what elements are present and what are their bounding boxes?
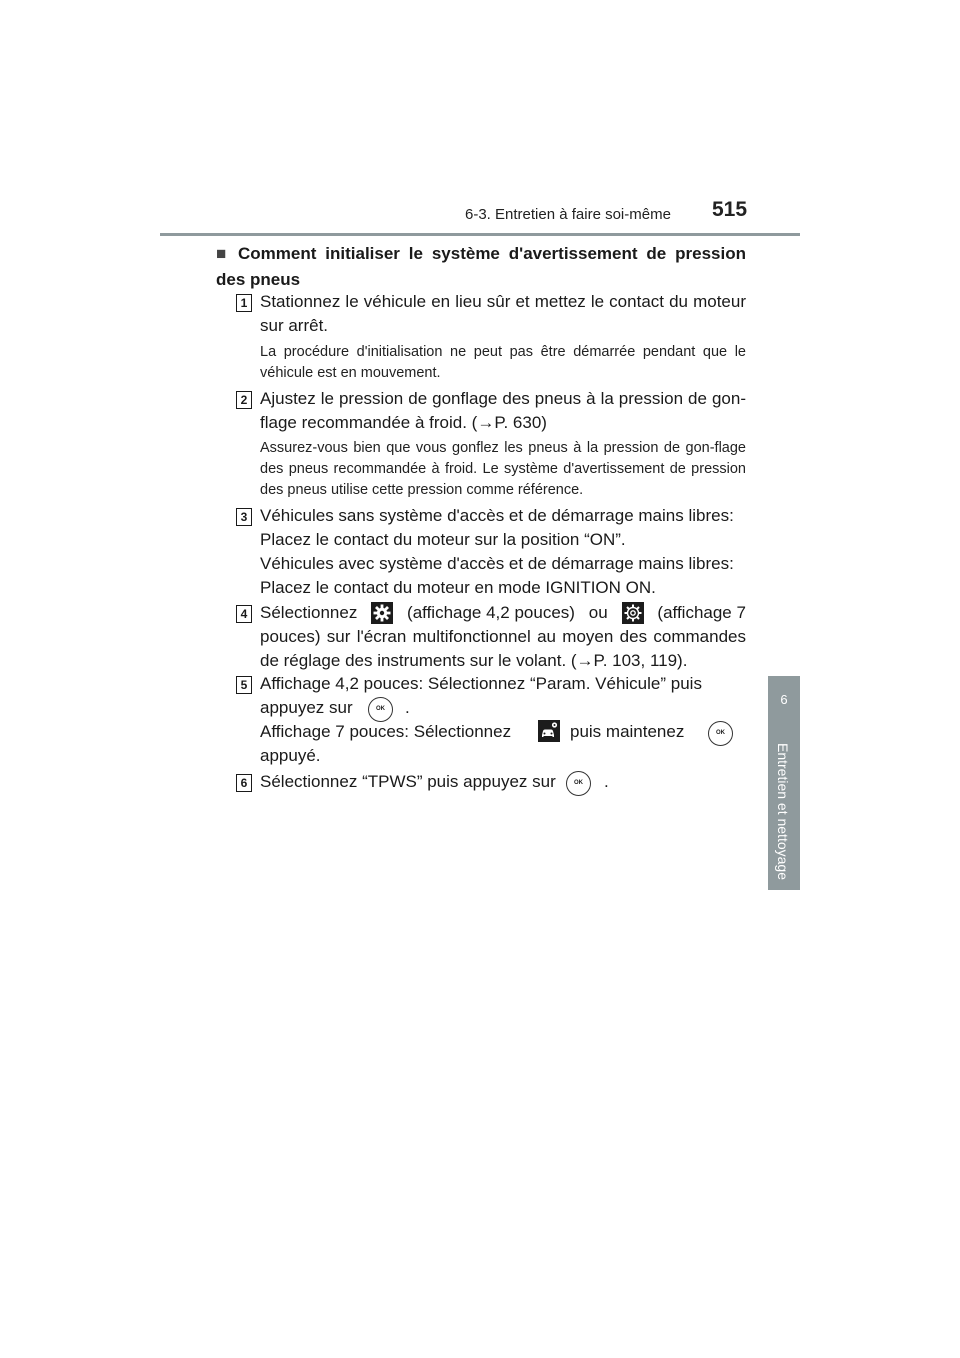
chapter-label: Entretien et nettoyage bbox=[775, 743, 791, 880]
section-title: 6-3. Entretien à faire soi-même bbox=[465, 206, 671, 223]
step-4-word-display-7: (affichage 7 bbox=[657, 603, 746, 622]
settings-outline-gear-icon bbox=[622, 602, 644, 624]
step-2-text: Ajustez le pression de gonflage des pneus à la pression de gon-flage recommandée à froid. (→P. 630) bbox=[260, 389, 746, 432]
step-2-note: Assurez-vous bien que vous gonflez les pneus à la pression de gon-flage des pneus recommandée à froid. Le système d'avertissement de pression des pneus utilise cette pression comme référence. bbox=[260, 440, 746, 498]
ok-button-icon: OK bbox=[368, 697, 393, 722]
step-5-line-2-period: . bbox=[405, 698, 410, 717]
heading-text: Comment initialiser le système d'avertissement de pression des pneus bbox=[216, 244, 746, 289]
step-4-word-or: ou bbox=[588, 603, 608, 622]
step-5-line-2: appuyez sur bbox=[260, 698, 353, 717]
step-5-line-3a: Affichage 7 pouces: Sélectionnez bbox=[260, 722, 512, 741]
step-5-line-4: appuyé. bbox=[260, 746, 321, 765]
step-6-period: . bbox=[604, 772, 609, 791]
ok-button-icon: OK bbox=[566, 771, 591, 796]
step-4-word-display-4-2: (affichage 4,2 pouces) bbox=[407, 603, 575, 622]
step-3-line-4: Placez le contact du moteur en mode IGNITION ON. bbox=[260, 578, 656, 597]
step-5-line-3b: puis maintenez bbox=[570, 722, 685, 741]
step-3-line-1: Véhicules sans système d'accès et de démarrage mains libres: bbox=[260, 506, 734, 525]
step-1-note: La procédure d'initialisation ne peut pas être démarrée pendant que le véhicule est en mouvement. bbox=[260, 344, 746, 381]
vehicle-settings-icon bbox=[538, 720, 560, 742]
step-5-line-1: Affichage 4,2 pouces: Sélectionnez “Param. Véhicule” puis bbox=[260, 674, 702, 693]
step-number-3: 3 bbox=[236, 508, 252, 526]
step-4-text-continued: pouces) sur l'écran multifonctionnel au moyen des commandes de réglage des instruments sur le volant. (→P. 103, 119). bbox=[260, 627, 746, 670]
ok-button-icon: OK bbox=[708, 721, 733, 746]
square-bullet-icon: ■ bbox=[216, 244, 227, 263]
step-number-4: 4 bbox=[236, 605, 252, 623]
header-divider bbox=[160, 233, 800, 236]
step-4-word-select: Sélectionnez bbox=[260, 603, 358, 622]
step-number-1: 1 bbox=[236, 294, 252, 312]
step-1-text: Stationnez le véhicule en lieu sûr et mettez le contact du moteur sur arrêt. bbox=[260, 292, 746, 335]
procedure-heading bbox=[216, 241, 746, 293]
settings-gear-icon bbox=[371, 602, 393, 624]
step-number-6: 6 bbox=[236, 774, 252, 792]
step-4-line-1 bbox=[260, 601, 746, 625]
page-number: 515 bbox=[712, 198, 748, 221]
chapter-number: 6 bbox=[780, 692, 788, 707]
step-3-line-2: Placez le contact du moteur sur la position “ON”. bbox=[260, 530, 626, 549]
step-3-line-3: Véhicules avec système d'accès et de démarrage mains libres: bbox=[260, 554, 734, 573]
step-6-text: Sélectionnez “TPWS” puis appuyez sur bbox=[260, 772, 556, 791]
step-number-5: 5 bbox=[236, 676, 252, 694]
step-number-2: 2 bbox=[236, 391, 252, 409]
